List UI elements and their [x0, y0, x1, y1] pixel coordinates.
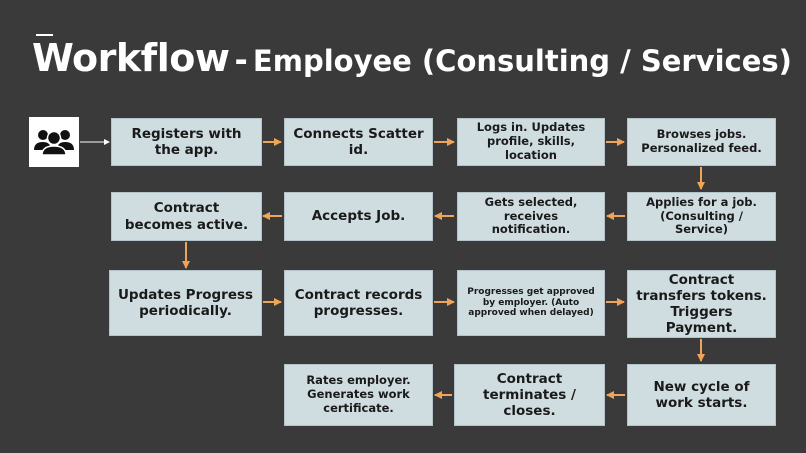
step-registers-label: Registers with the app. — [131, 125, 242, 158]
title-main: Workflow — [32, 36, 230, 80]
step-browses-jobs — [627, 118, 776, 166]
step-registers — [111, 118, 262, 166]
step-transfers-label: Contract transfers tokens. Triggers Payment. — [636, 271, 767, 337]
step-updates-progress-label: Updates Progress periodically. — [117, 286, 254, 319]
step-contract-active — [111, 192, 262, 241]
step-records-label: Contract records progresses. — [294, 286, 423, 319]
step-approved-label: Progresses get approved by employer. (Auto approved when delayed) — [467, 286, 595, 319]
step-new-cycle — [627, 364, 776, 426]
step-browses-label: Browses jobs. Personalized feed. — [641, 127, 762, 155]
step-applies-label: Applies for a job. (Consulting / Service) — [646, 194, 757, 237]
step-logs-in — [457, 118, 605, 166]
step-connects-scatter-id — [284, 118, 433, 166]
step-rates-employer — [284, 364, 433, 426]
title-separator: - — [234, 41, 248, 79]
step-selected-label: Gets selected, receives notification. — [484, 194, 578, 237]
step-updates-progress — [109, 270, 262, 336]
step-new-cycle-label: New cycle of work starts. — [653, 378, 750, 411]
step-logs-in-label: Logs in. Updates profile, skills, location — [476, 120, 586, 162]
step-contract-transfers — [627, 270, 776, 338]
step-contract-records — [284, 270, 433, 336]
step-contract-terminates — [454, 364, 605, 426]
title-subtitle: Employee (Consulting / Services) — [252, 44, 792, 78]
step-terminates-label: Contract terminates / closes. — [483, 370, 576, 420]
step-accepts-label: Accepts Job. — [311, 208, 406, 225]
step-gets-selected — [457, 192, 605, 241]
step-connects-label: Connects Scatter id. — [293, 125, 424, 158]
step-applies-for-job — [627, 192, 776, 241]
step-rates-label: Rates employer. Generates work certificate. — [306, 373, 411, 415]
step-contract-active-label: Contract becomes active. — [124, 200, 249, 233]
step-accepts-job — [284, 192, 433, 241]
step-progress-approved — [457, 270, 605, 336]
